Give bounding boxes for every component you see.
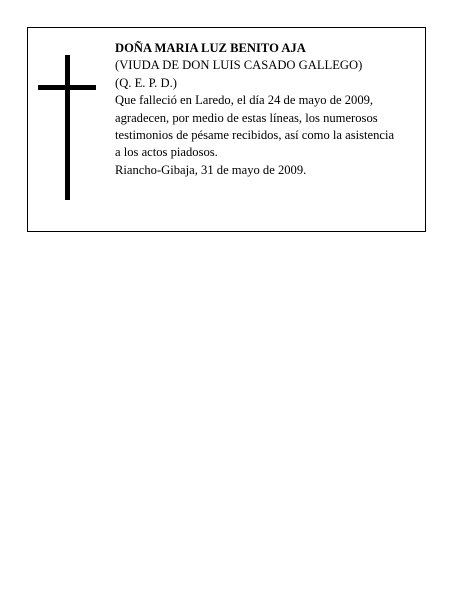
body-line-1: Que falleció en Laredo, el día 24 de mayo de 2009, [115,93,374,108]
cross-vertical-bar [65,55,70,200]
obituary-notice [27,27,426,232]
notice-text [115,40,420,179]
deceased-name: DOÑA MARIA LUZ BENITO AJA [115,41,306,55]
body-line-3: testimonios de pésame recibidos, así como la asistencia [115,128,395,143]
rip-line: (Q. E. P. D.) [115,75,177,90]
body-line-4: a los actos piadosos. [115,145,218,160]
place-date: Riancho-Gibaja, 31 de mayo de 2009. [115,162,307,177]
widow-line: (VIUDA DE DON LUIS CASADO GALLEGO) [115,58,363,73]
cross-horizontal-bar [38,85,96,90]
body-line-2: agradecen, por medio de estas líneas, los numerosos [115,110,378,125]
cross-icon [38,55,98,200]
